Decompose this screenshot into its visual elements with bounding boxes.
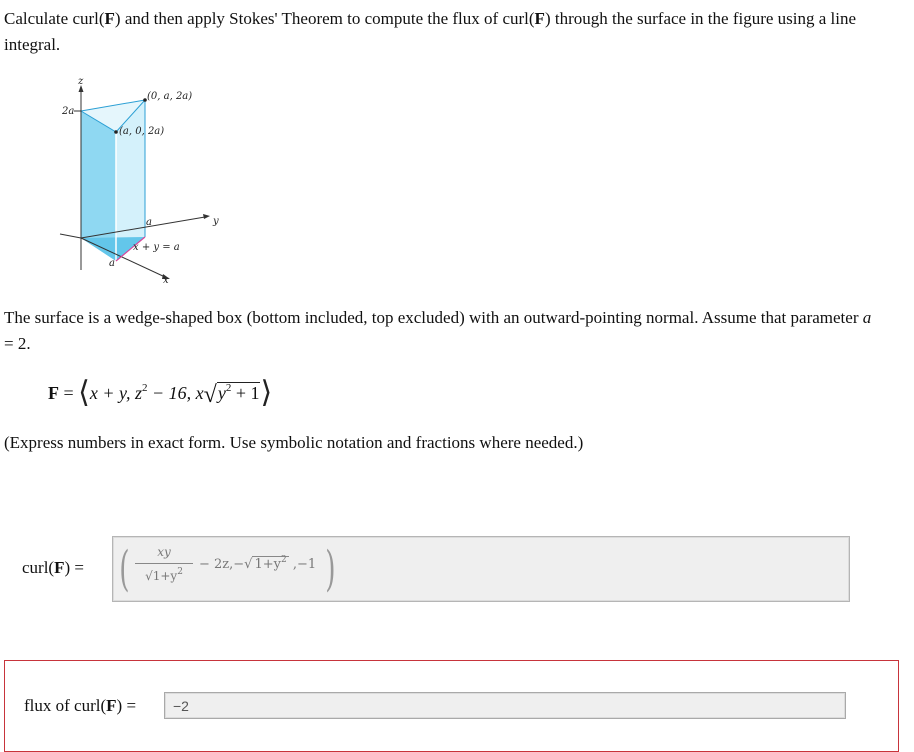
flux-answer-input[interactable]: −2 (164, 692, 846, 719)
point-label-1: (0, a, 2a) (147, 91, 193, 102)
curl-rest: − 2z,−√ $1+y^2$ ,−1 (199, 555, 317, 572)
surface-description: The surface is a wedge-shaped box (bottom included, top excluded) with an outward-pointing normal. Assume that parameter a = 2. (4, 308, 872, 353)
curl-fraction: xy $√1+y^2$ (135, 545, 193, 583)
a-y-label: a (146, 217, 152, 228)
curl-answer-field[interactable]: ( xy $√1+y^2$ − 2z,−√ $1+y^2$ ,−1 ) (112, 536, 850, 602)
curl-label: curl(F) = (22, 558, 84, 577)
x-axis-label: x (163, 275, 169, 286)
height-label: 2a (62, 106, 75, 117)
wedge-figure (50, 72, 250, 287)
field-definition: F = ⟨x + y, $z^2 - 16$, $x√y^2$ + 1⟩ (48, 375, 273, 410)
a-x-label: a (109, 258, 115, 269)
question-text: Calculate curl(F) and then apply Stokes' Theorem to compute the flux of curl(F) through the surface in the figure using a line integral. (4, 9, 857, 54)
line-equation-label: x + y = a (133, 242, 180, 253)
z-axis-label: z (78, 76, 84, 87)
flux-label: flux of curl(F) = (24, 696, 137, 715)
instructions: (Express numbers in exact form. Use symbolic notation and fractions where needed.) (4, 433, 584, 452)
point-label-2: (a, 0, 2a) (119, 126, 165, 137)
y-axis-label: y (213, 216, 219, 227)
